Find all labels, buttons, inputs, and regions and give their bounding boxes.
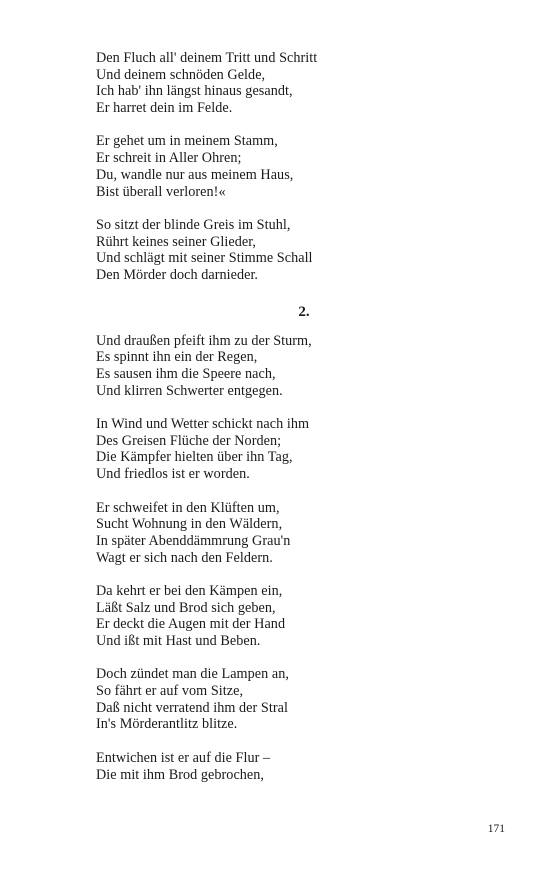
verse-line: Die mit ihm Brod gebrochen, [96, 766, 265, 783]
poem-part-1 [96, 50, 516, 284]
verse-line: Rührt keines seiner Glieder, [96, 233, 256, 250]
verse-line: Doch zündet man die Lampen an, [96, 666, 289, 683]
stanza [96, 217, 516, 284]
verse-line: Du, wandle nur aus meinem Haus, [96, 166, 294, 183]
verse-line: Da kehrt er bei den Kämpen ein, [96, 582, 283, 599]
stanza [96, 666, 516, 733]
verse-line: Und friedlos ist er worden. [96, 466, 250, 483]
stanza [96, 500, 516, 567]
verse-line: Ich hab' ihn längst hinaus gesandt, [96, 83, 293, 100]
stanza [96, 50, 516, 117]
verse-line: Er schweifet in den Klüften um, [96, 499, 280, 516]
verse-line: Er deckt die Augen mit der Hand [96, 616, 286, 633]
verse-line: So fährt er auf vom Sitze, [96, 683, 244, 700]
verse-line: Und deinem schnöden Gelde, [96, 66, 266, 83]
stanza [96, 416, 516, 483]
verse-line: So sitzt der blinde Greis im Stuhl, [96, 216, 291, 233]
verse-line: Und klirren Schwerter entgegen. [96, 382, 283, 399]
verse-line: Den Fluch all' deinem Tritt und Schritt [96, 50, 318, 66]
verse-line: Und schlägt mit seiner Stimme Schall [96, 250, 313, 267]
verse-line: Er harret dein im Felde. [96, 100, 233, 117]
verse-line: In's Mörderantlitz blitze. [96, 716, 238, 733]
page-number: 171 [487, 823, 505, 835]
verse-line: Bist überall verloren!« [96, 183, 226, 200]
verse-line: Er schreit in Aller Ohren; [96, 150, 242, 167]
verse-line: Läßt Salz und Brod sich geben, [96, 599, 276, 616]
verse-line: Sucht Wohnung in den Wäldern, [96, 516, 283, 533]
verse-line: Es spinnt ihn ein der Regen, [96, 349, 258, 366]
verse-line: Und draußen pfeift ihm zu der Sturm, [96, 332, 312, 349]
verse-line: Entwichen ist er auf die Flur – [96, 749, 271, 766]
verse-line: Es sausen ihm die Speere nach, [96, 366, 276, 382]
section-heading: 2. [298, 303, 310, 320]
poem-text [96, 50, 516, 800]
verse-line: Und ißt mit Hast und Beben. [96, 633, 261, 649]
verse-line: Die Kämpfer hielten über ihn Tag, [96, 449, 293, 466]
verse-line: Daß nicht verratend ihm der Stral [96, 699, 288, 716]
verse-line: In Wind und Wetter schickt nach ihm [96, 416, 310, 433]
verse-line: Des Greisen Flüche der Norden; [96, 432, 282, 449]
verse-line: Wagt er sich nach den Feldern. [96, 549, 273, 566]
verse-line: Den Mörder doch darnieder. [96, 266, 259, 283]
verse-line: Er gehet um in meinem Stamm, [96, 133, 278, 150]
poem-part-2 [96, 333, 516, 784]
stanza [96, 333, 516, 400]
stanza [96, 133, 516, 200]
stanza [96, 583, 516, 650]
stanza [96, 750, 516, 783]
verse-line: In später Abenddämmrung Grau'n [96, 532, 291, 549]
